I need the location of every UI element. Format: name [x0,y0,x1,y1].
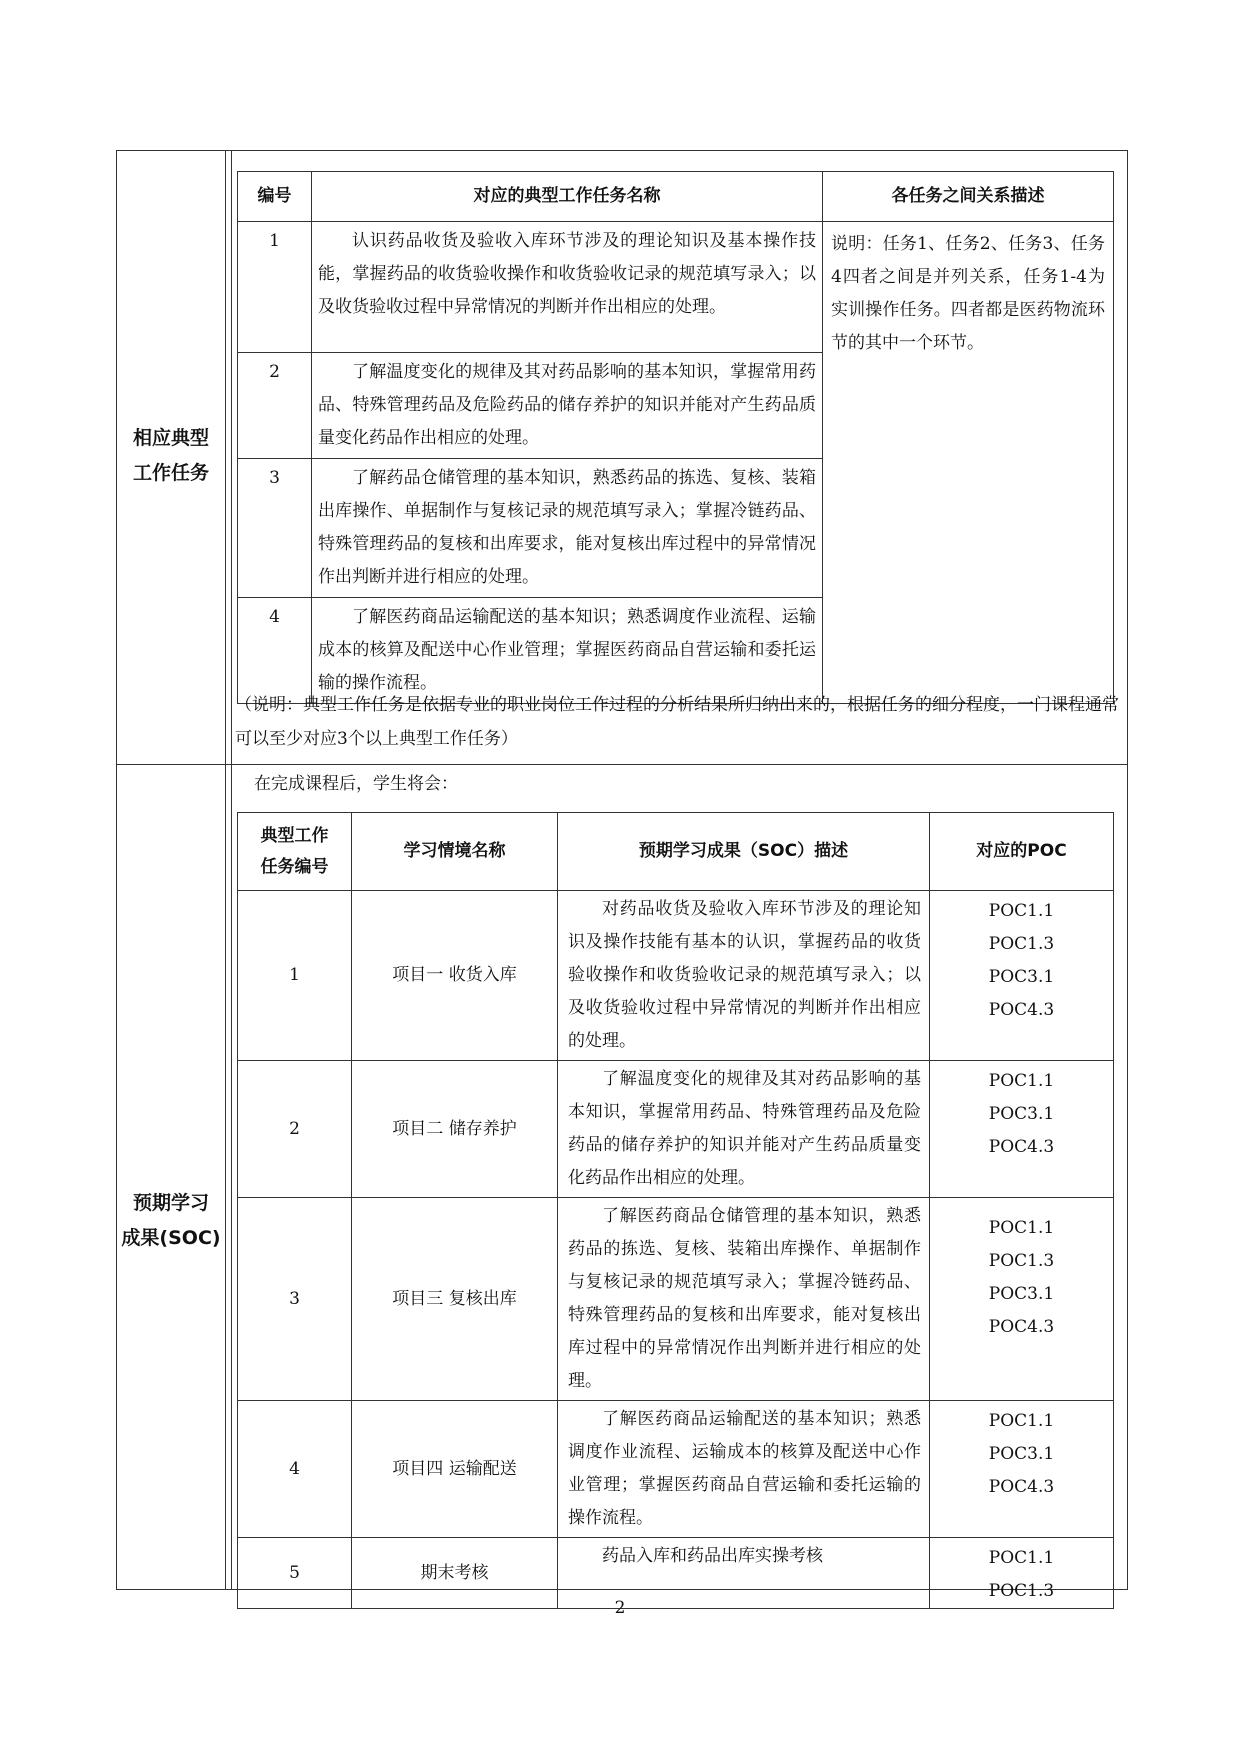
soc-row-number: 1 [238,891,352,1061]
soc-row-name: 项目二 储存养护 [352,1061,558,1198]
header-soc-description: 预期学习成果（SOC）描述 [558,813,930,891]
soc-table [237,812,1114,1609]
section2-intro: 在完成课程后，学生将会： [254,774,458,794]
tasks-note: （说明：典型工作任务是依据专业的职业岗位工作过程的分析结果所归纳出来的，根据任务的细分程度，一门课程通常可以至少对应3个以上典型工作任务） [235,695,1119,749]
soc-row-name: 项目四 运输配送 [352,1401,558,1538]
poc-code: POC1.1 [988,1071,1055,1091]
relation-description: 说明：任务1、任务2、任务3、任务4四者之间是并列关系，任务1-4为实训操作任务。四者都是医药物流环节的其中一个环节。 [823,222,1114,704]
poc-code: POC1.3 [988,1251,1055,1271]
task-description: 了解医药商品运输配送的基本知识；熟悉调度作业流程、运输成本的核算及配送中心作业管理；掌握医药商品自营运输和委托运输的操作流程。 [312,598,823,704]
soc-row-number: 2 [238,1061,352,1198]
section2-label: 预期学习 成果(SOC) [121,1192,221,1249]
column-divider-inner [231,151,232,1589]
poc-code: POC3.1 [988,967,1055,987]
soc-row-number: 5 [238,1538,352,1609]
poc-code: POC1.1 [988,1548,1055,1568]
soc-row-poc [930,1401,1114,1538]
soc-row-number: 3 [238,1198,352,1401]
poc-code: POC3.1 [988,1104,1055,1124]
task-description: 了解温度变化的规律及其对药品影响的基本知识，掌握常用药品、特殊管理药品及危险药品的储存养护的知识并能对产生药品质量变化药品作出相应的处理。 [312,353,823,459]
header-poc: 对应的POC [930,813,1114,891]
poc-code: POC4.3 [988,1477,1055,1497]
task-number: 2 [238,353,312,459]
soc-row-name: 期末考核 [352,1538,558,1609]
poc-code: POC4.3 [988,1317,1055,1337]
poc-code: POC1.3 [988,934,1055,954]
soc-row-description: 了解医药商品仓储管理的基本知识，熟悉药品的拣选、复核、装箱出库操作、单据制作与复核记录的规范填写录入；掌握冷链药品、特殊管理药品的复核和出库要求，能对复核出库过程中的异常情况作出判断并进行相应的处理。 [558,1198,930,1401]
outer-table [116,150,1128,1601]
task-description: 了解药品仓储管理的基本知识，熟悉药品的拣选、复核、装箱出库操作、单据制作与复核记录的规范填写录入；掌握冷链药品、特殊管理药品的复核和出库要求，能对复核出库过程中的异常情况作出判断并进行相应的处理。 [312,459,823,598]
poc-code: POC1.1 [988,901,1055,921]
column-divider [225,151,226,1589]
soc-row-description: 药品入库和药品出库实操考核 [558,1538,930,1609]
header-task-name: 对应的典型工作任务名称 [312,172,823,222]
soc-row-description: 对药品收货及验收入库环节涉及的理论知识及操作技能有基本的认识，掌握药品的收货验收操作和收货验收记录的规范填写录入；以及收货验收过程中异常情况的判断并作出相应的处理。 [558,891,930,1061]
header-number: 编号 [238,172,312,222]
header-task-number: 典型工作 任务编号 [238,813,352,891]
section-divider [117,764,1127,765]
poc-code: POC1.3 [988,1581,1055,1601]
soc-row-poc [930,1061,1114,1198]
soc-row-description: 了解医药商品运输配送的基本知识；熟悉调度作业流程、运输成本的核算及配送中心作业管理；掌握医药商品自营运输和委托运输的操作流程。 [558,1401,930,1538]
poc-code: POC4.3 [988,1000,1055,1020]
soc-row-description: 了解温度变化的规律及其对药品影响的基本知识，掌握常用药品、特殊管理药品及危险药品的储存养护的知识并能对产生药品质量变化药品作出相应的处理。 [558,1061,930,1198]
header-situation-name: 学习情境名称 [352,813,558,891]
tasks-table [237,171,1114,704]
page-number: 2 [614,1598,626,1618]
soc-row-name: 项目三 复核出库 [352,1198,558,1401]
header-relation: 各任务之间关系描述 [823,172,1114,222]
task-number: 1 [238,222,312,353]
poc-code: POC3.1 [988,1284,1055,1304]
task-number: 4 [238,598,312,704]
poc-code: POC3.1 [988,1444,1055,1464]
task-description: 认识药品收货及验收入库环节涉及的理论知识及基本操作技能，掌握药品的收货验收操作和收货验收记录的规范填写录入；以及收货验收过程中异常情况的判断并作出相应的处理。 [312,222,823,353]
section1-label: 相应典型 工作任务 [132,427,209,484]
poc-code: POC4.3 [988,1137,1055,1157]
soc-row-poc [930,891,1114,1061]
soc-row-number: 4 [238,1401,352,1538]
soc-row-name: 项目一 收货入库 [352,891,558,1061]
soc-row-poc [930,1198,1114,1401]
poc-code: POC1.1 [988,1218,1055,1238]
poc-code: POC1.1 [988,1411,1055,1431]
task-number: 3 [238,459,312,598]
